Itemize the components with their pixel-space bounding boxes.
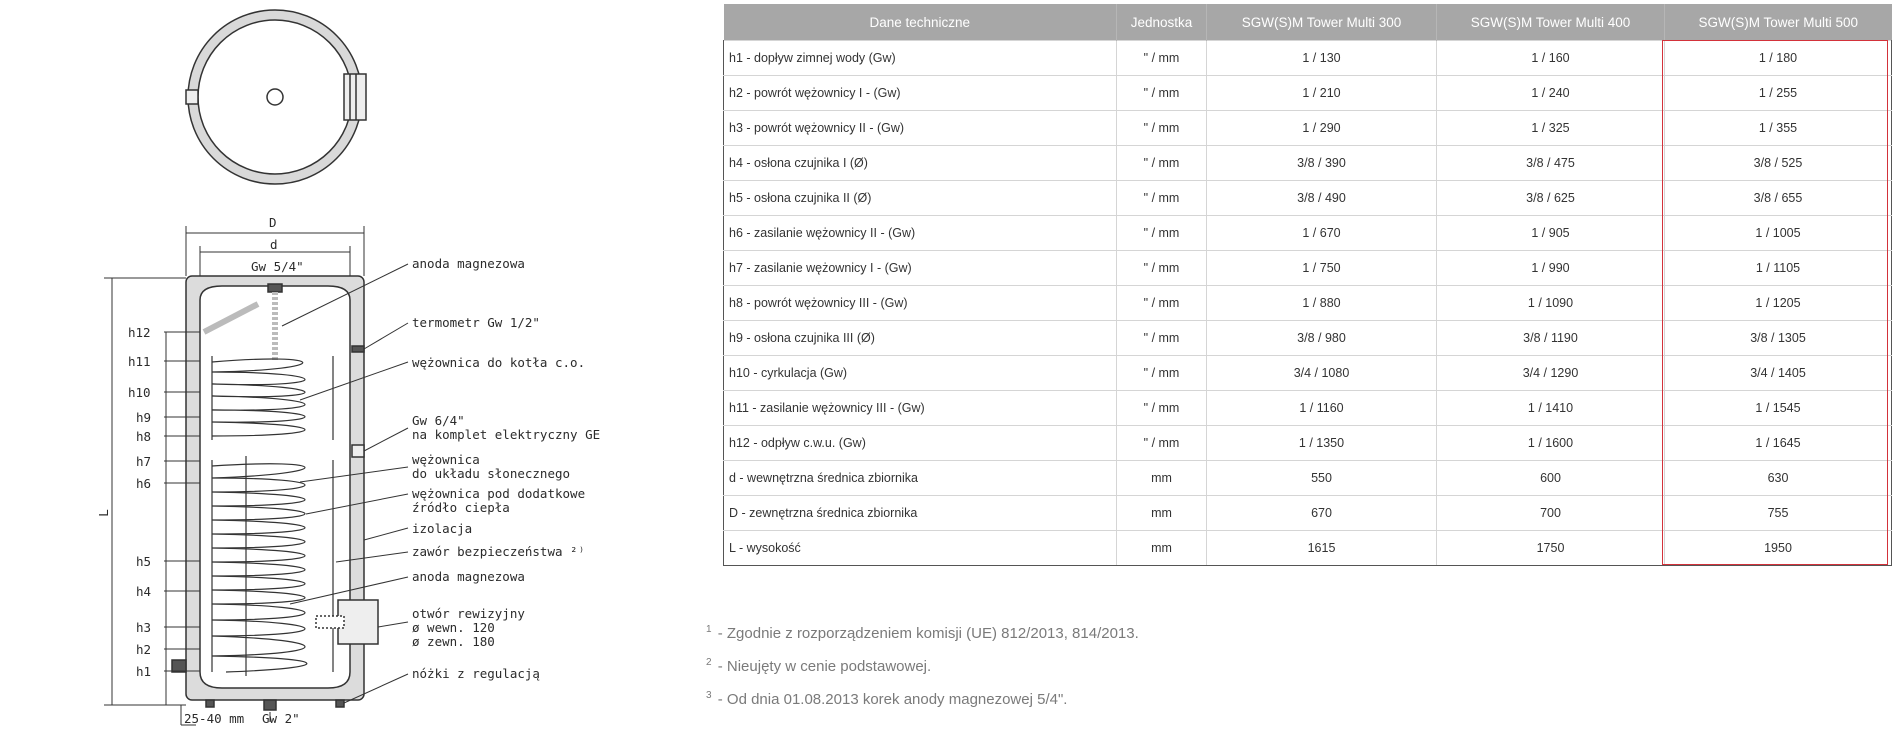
height-marker: h11 xyxy=(128,354,151,369)
value-500-cell: 3/4 / 1405 xyxy=(1665,356,1892,391)
footnote-number: 3 xyxy=(706,690,712,701)
footnote-number: 1 xyxy=(706,624,712,635)
value-300-cell: 1 / 1160 xyxy=(1207,391,1437,426)
callout-anode-bottom: anoda magnezowa xyxy=(412,569,525,584)
param-cell: h6 - zasilanie wężownicy II - (Gw) xyxy=(724,216,1117,251)
param-cell: L - wysokość xyxy=(724,531,1117,566)
value-400-cell: 1 / 1600 xyxy=(1437,426,1665,461)
param-cell: h3 - powrót wężownicy II - (Gw) xyxy=(724,111,1117,146)
value-300-cell: 670 xyxy=(1207,496,1437,531)
value-300-cell: 1 / 290 xyxy=(1207,111,1437,146)
outer-diameter-label: D xyxy=(269,215,277,230)
unit-cell: mm xyxy=(1117,531,1207,566)
value-300-cell: 1 / 130 xyxy=(1207,41,1437,76)
unit-cell: " / mm xyxy=(1117,356,1207,391)
table-row xyxy=(724,531,1892,566)
value-300-cell: 3/8 / 390 xyxy=(1207,146,1437,181)
table-row xyxy=(724,251,1892,286)
param-cell: h2 - powrót wężownicy I - (Gw) xyxy=(724,76,1117,111)
value-400-cell: 600 xyxy=(1437,461,1665,496)
height-marker: h7 xyxy=(136,454,152,469)
height-marker: h3 xyxy=(136,620,152,635)
column-header: SGW(S)M Tower Multi 300 xyxy=(1207,4,1437,41)
footnote-text: - Nieujęty w cenie podstawowej. xyxy=(717,658,932,675)
table-row xyxy=(724,111,1892,146)
value-300-cell: 3/8 / 980 xyxy=(1207,321,1437,356)
table-row xyxy=(724,216,1892,251)
unit-cell: " / mm xyxy=(1117,286,1207,321)
callout-insulation: izolacja xyxy=(412,521,473,536)
column-header: Jednostka xyxy=(1117,4,1207,41)
table-row xyxy=(724,76,1892,111)
height-marker: h2 xyxy=(136,642,152,657)
value-500-cell: 755 xyxy=(1665,496,1892,531)
callout-safety-valve: zawór bezpieczeństwa ²⁾ xyxy=(412,544,586,559)
param-cell: h12 - odpływ c.w.u. (Gw) xyxy=(724,426,1117,461)
value-400-cell: 1 / 1090 xyxy=(1437,286,1665,321)
unit-cell: mm xyxy=(1117,496,1207,531)
value-500-cell: 3/8 / 1305 xyxy=(1665,321,1892,356)
value-500-cell: 3/8 / 655 xyxy=(1665,181,1892,216)
value-300-cell: 3/8 / 490 xyxy=(1207,181,1437,216)
unit-cell: mm xyxy=(1117,461,1207,496)
table-row xyxy=(724,496,1892,531)
table-header-row xyxy=(724,4,1892,41)
value-500-cell: 1 / 1645 xyxy=(1665,426,1892,461)
unit-cell: " / mm xyxy=(1117,76,1207,111)
value-400-cell: 3/8 / 1190 xyxy=(1437,321,1665,356)
feet-range-label: 25-40 mm xyxy=(184,711,245,726)
callout-adjustable-feet: nóżki z regulacją xyxy=(412,666,540,681)
param-cell: h9 - osłona czujnika III (Ø) xyxy=(724,321,1117,356)
value-400-cell: 3/8 / 625 xyxy=(1437,181,1665,216)
value-400-cell: 1 / 990 xyxy=(1437,251,1665,286)
value-500-cell: 1 / 355 xyxy=(1665,111,1892,146)
unit-cell: " / mm xyxy=(1117,391,1207,426)
param-cell: h11 - zasilanie wężownicy III - (Gw) xyxy=(724,391,1117,426)
tank-diagram xyxy=(0,0,700,735)
value-400-cell: 1750 xyxy=(1437,531,1665,566)
height-marker: h10 xyxy=(128,385,151,400)
column-header: SGW(S)M Tower Multi 500 xyxy=(1665,4,1892,41)
value-400-cell: 1 / 905 xyxy=(1437,216,1665,251)
param-cell: h4 - osłona czujnika I (Ø) xyxy=(724,146,1117,181)
value-300-cell: 550 xyxy=(1207,461,1437,496)
value-400-cell: 1 / 325 xyxy=(1437,111,1665,146)
value-500-cell: 3/8 / 525 xyxy=(1665,146,1892,181)
height-marker: h8 xyxy=(136,429,152,444)
param-cell: h5 - osłona czujnika II (Ø) xyxy=(724,181,1117,216)
value-300-cell: 1 / 210 xyxy=(1207,76,1437,111)
value-500-cell: 1 / 1105 xyxy=(1665,251,1892,286)
value-300-cell: 1 / 750 xyxy=(1207,251,1437,286)
footnote-number: 2 xyxy=(706,657,712,668)
value-500-cell: 1 / 1545 xyxy=(1665,391,1892,426)
callout-boiler-coil: wężownica do kotła c.o. xyxy=(412,355,586,370)
value-400-cell: 1 / 240 xyxy=(1437,76,1665,111)
value-400-cell: 700 xyxy=(1437,496,1665,531)
tank-section xyxy=(172,276,378,710)
value-400-cell: 3/4 / 1290 xyxy=(1437,356,1665,391)
param-cell: h10 - cyrkulacja (Gw) xyxy=(724,356,1117,391)
unit-cell: " / mm xyxy=(1117,181,1207,216)
value-500-cell: 1950 xyxy=(1665,531,1892,566)
unit-cell: " / mm xyxy=(1117,41,1207,76)
value-300-cell: 1 / 1350 xyxy=(1207,426,1437,461)
unit-cell: " / mm xyxy=(1117,426,1207,461)
callout-inspection-opening: otwór rewizyjny ø wewn. 120 ø zewn. 180 xyxy=(412,606,525,649)
value-500-cell: 1 / 255 xyxy=(1665,76,1892,111)
param-cell: D - zewnętrzna średnica zbiornika xyxy=(724,496,1117,531)
spec-table xyxy=(723,4,1892,566)
height-marker: h4 xyxy=(136,584,152,599)
callout-anode-top: anoda magnezowa xyxy=(412,256,525,271)
column-header: Dane techniczne xyxy=(724,4,1117,41)
table-row xyxy=(724,461,1892,496)
callout-solar-coil: wężownica do układu słonecznego xyxy=(412,452,571,481)
value-500-cell: 1 / 180 xyxy=(1665,41,1892,76)
footnote xyxy=(706,657,931,675)
value-500-cell: 630 xyxy=(1665,461,1892,496)
footnote-text: - Zgodnie z rozporządzeniem komisji (UE) 812/2013, 814/2013. xyxy=(717,625,1139,642)
unit-cell: " / mm xyxy=(1117,321,1207,356)
height-marker: h9 xyxy=(136,410,152,425)
unit-cell: " / mm xyxy=(1117,146,1207,181)
param-cell: h8 - powrót wężownicy III - (Gw) xyxy=(724,286,1117,321)
column-header: SGW(S)M Tower Multi 400 xyxy=(1437,4,1665,41)
footnote xyxy=(706,624,1139,642)
param-cell: h1 - dopływ zimnej wody (Gw) xyxy=(724,41,1117,76)
unit-cell: " / mm xyxy=(1117,251,1207,286)
table-row xyxy=(724,321,1892,356)
value-500-cell: 1 / 1005 xyxy=(1665,216,1892,251)
height-marker: h5 xyxy=(136,554,152,569)
param-cell: d - wewnętrzna średnica zbiornika xyxy=(724,461,1117,496)
top-connection-label: Gw 5/4" xyxy=(251,259,304,274)
table-row xyxy=(724,181,1892,216)
callout-electric-port: Gw 6/4" na komplet elektryczny GE xyxy=(412,413,601,442)
table-row xyxy=(724,146,1892,181)
footnote-text: - Od dnia 01.08.2013 korek anody magnezowej 5/4". xyxy=(717,691,1068,708)
height-marker: h12 xyxy=(128,325,151,340)
callout-thermometer: termometr Gw 1/2" xyxy=(412,315,540,330)
table-row xyxy=(724,426,1892,461)
top-view xyxy=(186,10,366,184)
table-row xyxy=(724,286,1892,321)
height-marker: h6 xyxy=(136,476,152,491)
inner-diameter-label: d xyxy=(270,237,278,252)
value-400-cell: 3/8 / 475 xyxy=(1437,146,1665,181)
value-300-cell: 1 / 670 xyxy=(1207,216,1437,251)
table-row xyxy=(724,356,1892,391)
tank-drawing xyxy=(0,0,700,735)
value-400-cell: 1 / 1410 xyxy=(1437,391,1665,426)
value-400-cell: 1 / 160 xyxy=(1437,41,1665,76)
table-row xyxy=(724,391,1892,426)
height-label: L xyxy=(95,509,111,517)
footnote xyxy=(706,690,1067,708)
value-300-cell: 3/4 / 1080 xyxy=(1207,356,1437,391)
unit-cell: " / mm xyxy=(1117,111,1207,146)
callout-extra-coil: wężownica pod dodatkowe źródło ciepła xyxy=(412,486,586,515)
value-500-cell: 1 / 1205 xyxy=(1665,286,1892,321)
height-marker: h1 xyxy=(136,664,152,679)
unit-cell: " / mm xyxy=(1117,216,1207,251)
bottom-connection-label: Gw 2" xyxy=(262,711,300,726)
param-cell: h7 - zasilanie wężownicy I - (Gw) xyxy=(724,251,1117,286)
value-300-cell: 1615 xyxy=(1207,531,1437,566)
value-300-cell: 1 / 880 xyxy=(1207,286,1437,321)
table-row xyxy=(724,41,1892,76)
